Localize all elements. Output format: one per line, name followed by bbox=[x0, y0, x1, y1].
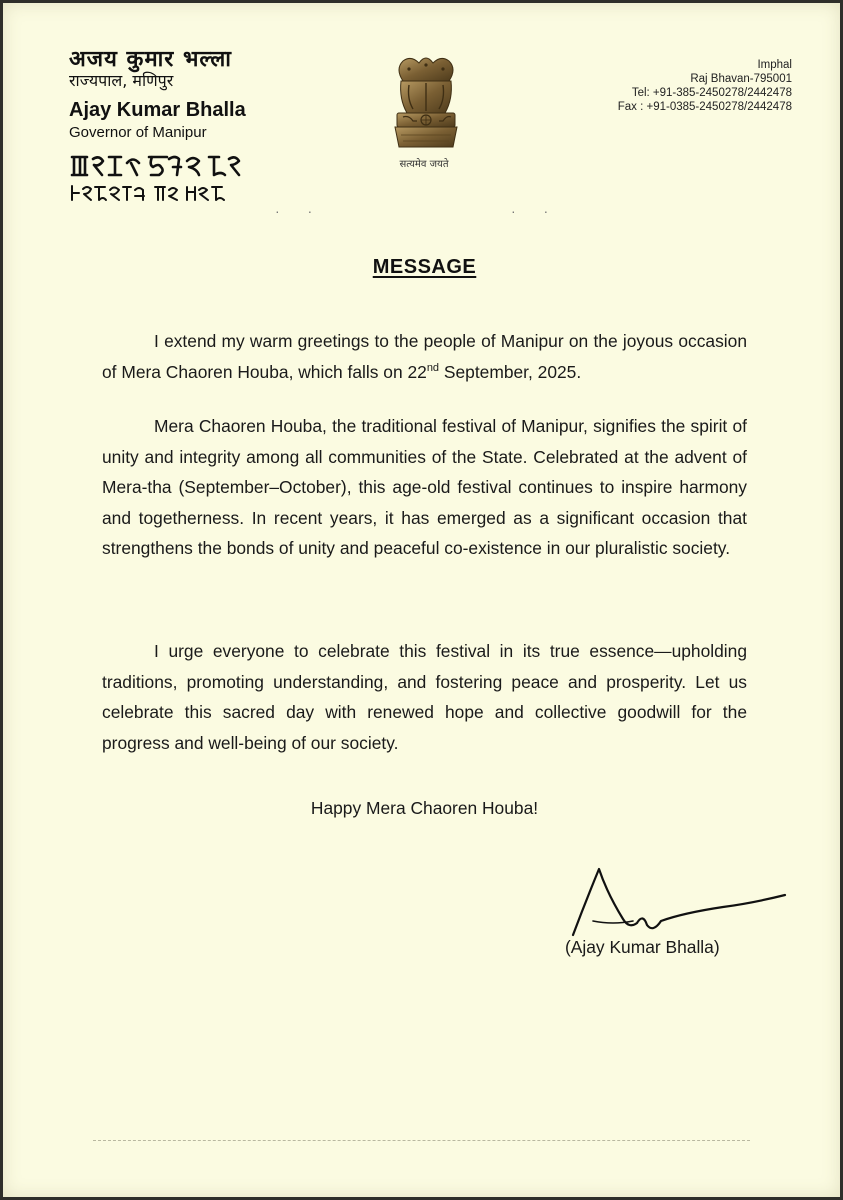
paragraph-3-text: I urge everyone to celebrate this festival in its true essence—upholding traditions, promoting understanding, and fostering peace and prosperity. Let us celebrate this sacred day with renewed hope and collective goodwill for the progress and well-being of our society. bbox=[102, 641, 747, 753]
message-paragraph-1 bbox=[102, 326, 747, 387]
paragraph-1-text: I extend my warm greetings to the people of Manipur on the joyous occasion of Mera Chaoren Houba, which falls on 22 bbox=[102, 331, 747, 382]
message-paragraph-3 bbox=[102, 636, 747, 758]
governor-title-english: Governor of Manipur bbox=[69, 124, 207, 141]
governor-name-hindi: अजय कुमार भल्ला bbox=[69, 47, 232, 72]
decorative-dots: · · bbox=[511, 203, 561, 219]
message-paragraph-2 bbox=[102, 411, 747, 564]
address-fax: Fax : +91-0385-2450278/2442478 bbox=[617, 101, 792, 113]
governor-name-english: Ajay Kumar Bhalla bbox=[69, 99, 246, 121]
signee-name: (Ajay Kumar Bhalla) bbox=[565, 937, 720, 957]
governor-title-hindi: राज्यपाल, मणिपुर bbox=[69, 71, 174, 90]
emblem-motto: सत्यमेव जयते bbox=[399, 159, 449, 170]
paragraph-2-text: Mera Chaoren Houba, the traditional festival of Manipur, signifies the spirit of unity and integrity among all communities of the State. Celebrated at the advent of Mera-tha (September–October), this age-old festival continues to inspire harmony and togetherness. In recent years, it has emerged as a significant occasion that strengthens the bonds of unity and peaceful co-existence in our pluralistic society. bbox=[102, 416, 747, 558]
message-heading: MESSAGE bbox=[372, 256, 477, 278]
address-building: Raj Bhavan-795001 bbox=[690, 73, 792, 85]
closing-greeting: Happy Mera Chaoren Houba! bbox=[310, 798, 539, 818]
address-telephone: Tel: +91-385-2450278/2442478 bbox=[631, 87, 792, 99]
paragraph-1-date-end: September, 2025. bbox=[439, 361, 582, 382]
meitei-title-script bbox=[69, 184, 229, 202]
footer-divider bbox=[93, 1140, 750, 1141]
address-city: Imphal bbox=[757, 59, 792, 71]
date-ordinal-suffix: nd bbox=[426, 361, 440, 374]
meitei-name-script bbox=[69, 153, 244, 179]
state-emblem-icon bbox=[385, 51, 467, 157]
handwritten-signature bbox=[563, 863, 793, 943]
letterhead-address bbox=[618, 58, 792, 114]
decorative-dots: · · bbox=[275, 203, 325, 219]
